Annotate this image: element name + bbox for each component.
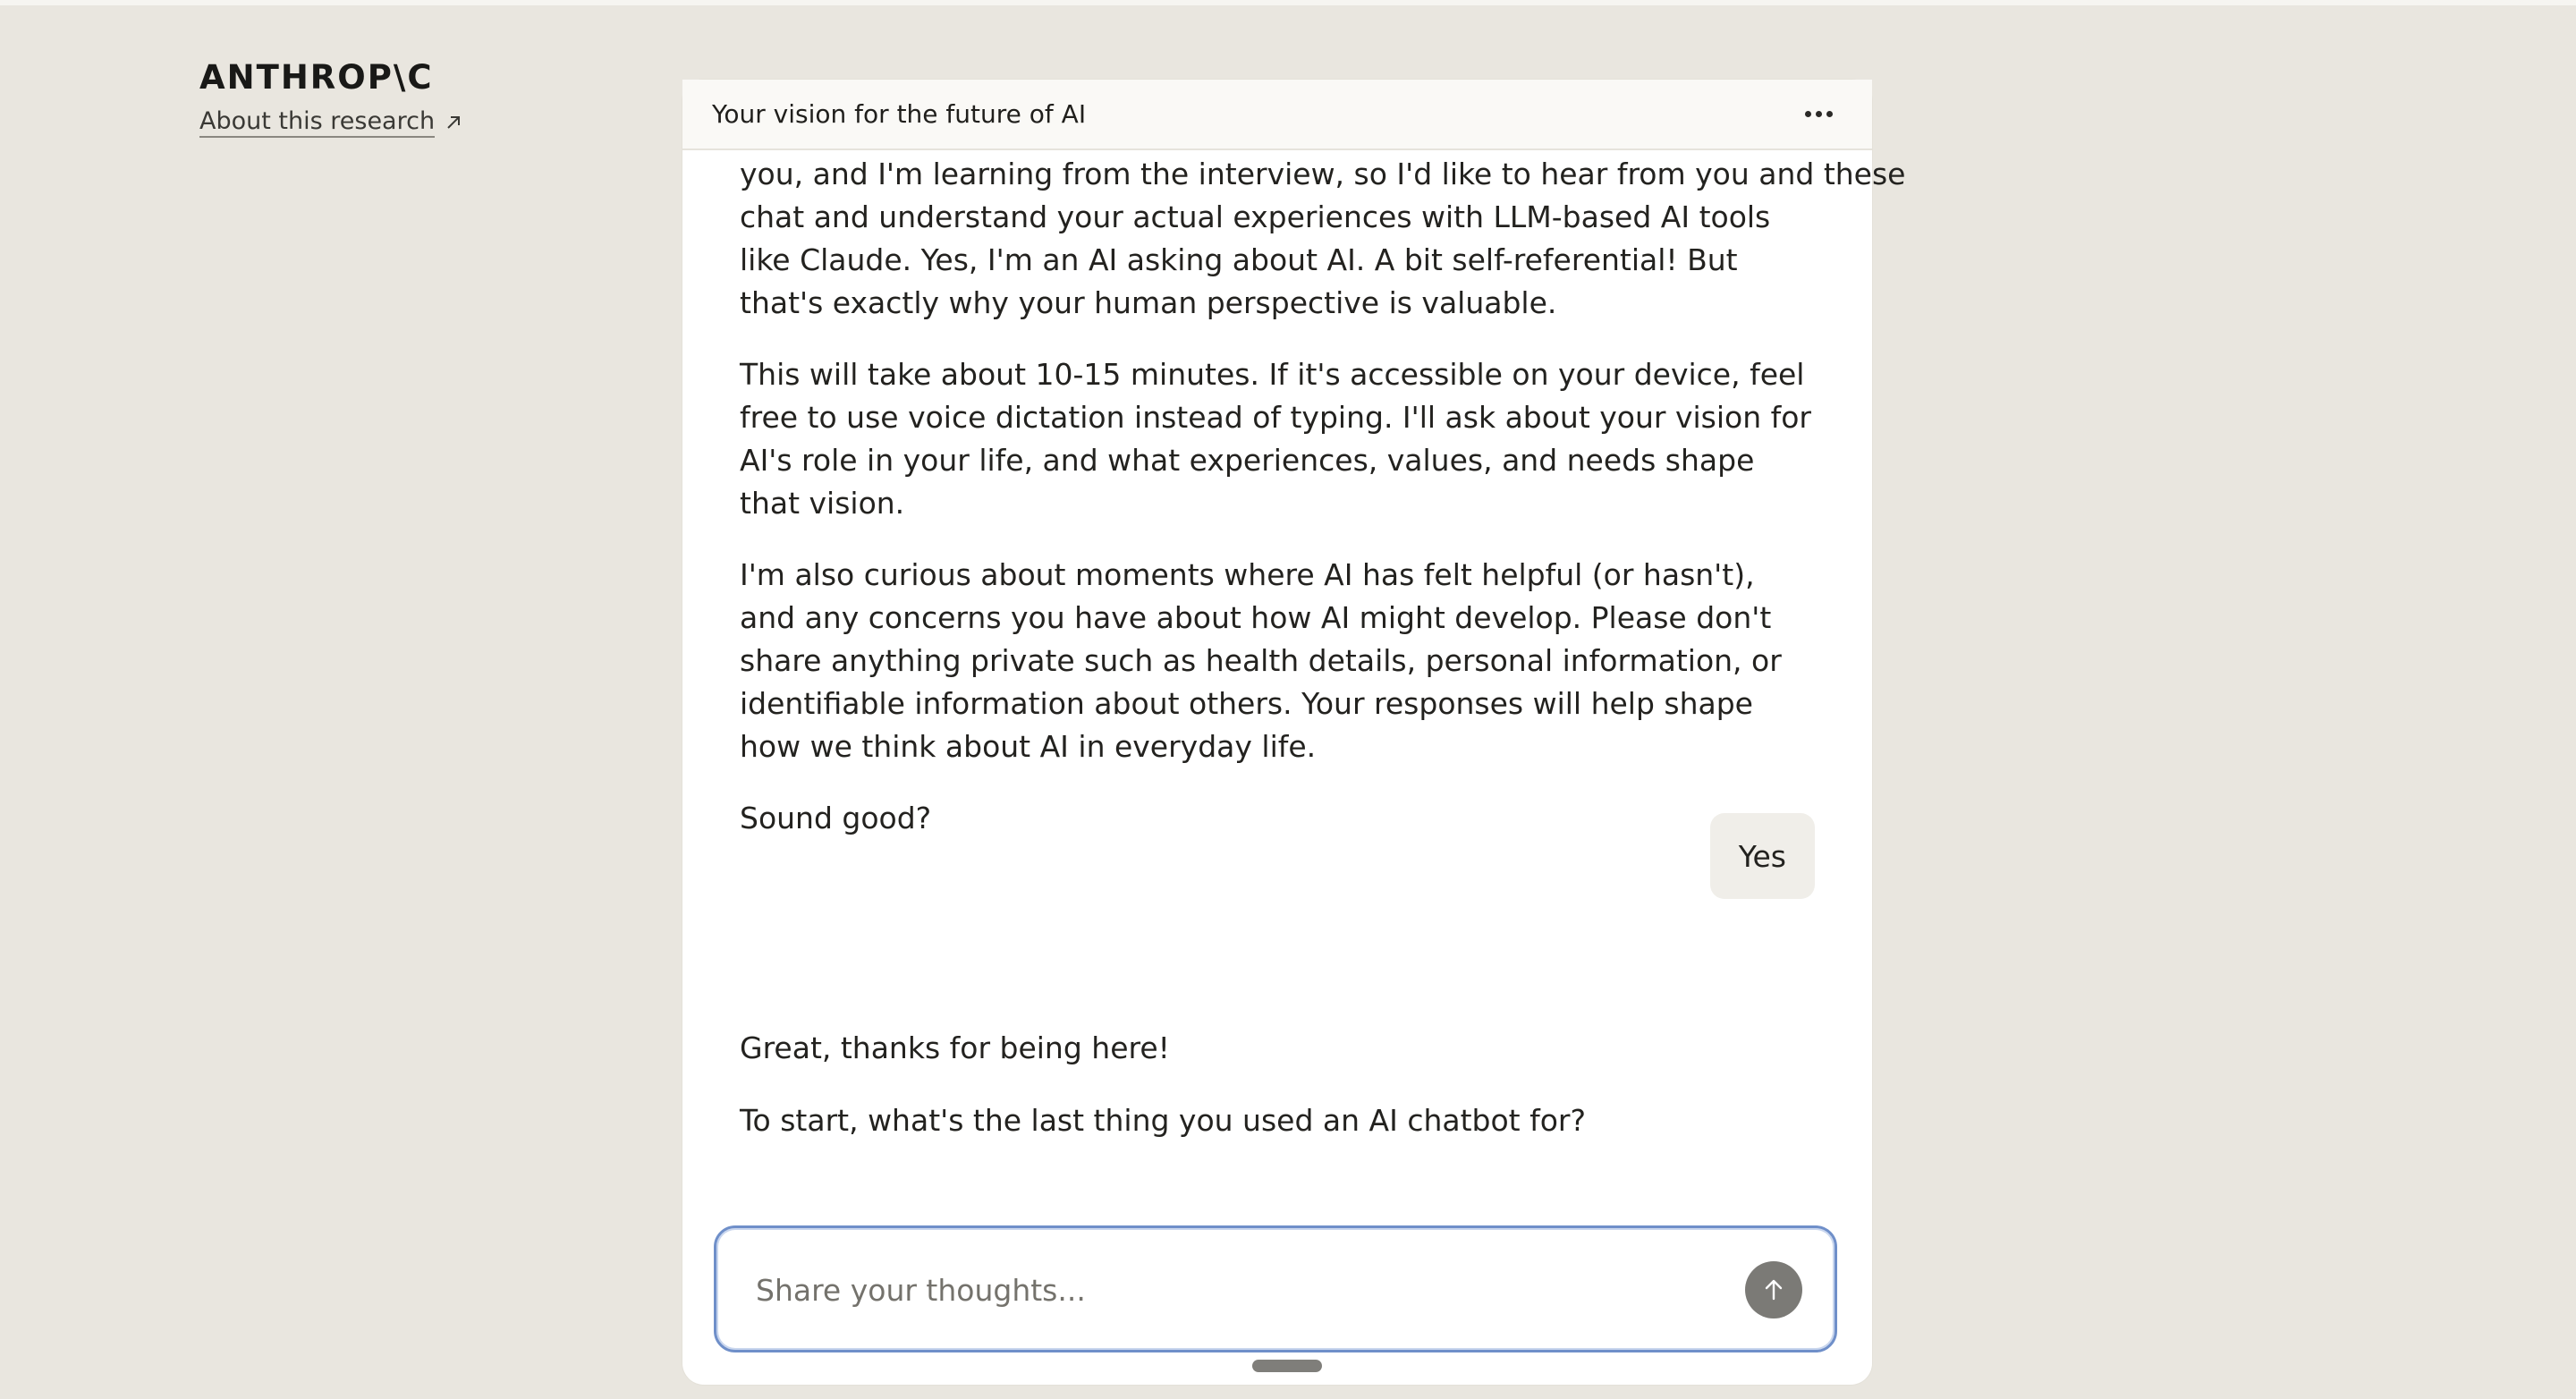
external-link-icon <box>444 113 463 132</box>
top-edge <box>0 0 2576 5</box>
reply-paragraph: To start, what's the last thing you used an AI chatbot for? <box>740 1103 1586 1138</box>
message-paragraph: I'm also curious about moments where AI has felt helpful (or hasn't), and any concerns you have about how AI might develop. Please don't share anything private such as health details, personal information, or identifiable information about others. Your responses will help shape how we think about AI in everyday life. <box>740 557 1782 764</box>
panel-title: Your vision for the future of AI <box>712 99 1087 129</box>
arrow-up-icon <box>1760 1276 1787 1303</box>
about-research-label[interactable]: About this research <box>199 107 435 138</box>
brand-block <box>199 59 463 138</box>
more-dot <box>1826 111 1833 117</box>
send-button[interactable] <box>1745 1261 1802 1318</box>
reply-paragraph: Great, thanks for being here! <box>740 1030 1170 1065</box>
message-input[interactable] <box>754 1264 1652 1316</box>
panel-header <box>682 80 1872 150</box>
message-paragraph: chat and understand your actual experiences with LLM-based AI tools like Claude. Yes, I'm an AI asking about AI. A bit self-referential! But that's exactly why your human perspective is valuable. <box>740 199 1771 320</box>
resize-handle[interactable] <box>1252 1360 1322 1372</box>
message-paragraph: This will take about 10-15 minutes. If it's accessible on your device, feel free to use voice dictation instead of typing. I'll ask about your vision for AI's role in your life, and what experiences, values, and needs shape that vision. <box>740 357 1811 521</box>
assistant-message <box>740 196 1815 869</box>
more-dot <box>1816 111 1822 117</box>
assistant-reply <box>740 1027 1815 1172</box>
more-dot <box>1805 111 1811 117</box>
scrolled-line-text: you, and I'm learning from the interview, so I'd like to hear from you and these <box>740 157 1906 191</box>
more-options-icon[interactable] <box>1798 104 1840 124</box>
composer <box>714 1225 1837 1352</box>
anthropic-logo: ANTHROP\C <box>199 58 434 97</box>
user-bubble: Yes <box>1710 813 1815 899</box>
interview-panel <box>682 80 1906 1385</box>
about-research-link[interactable] <box>199 107 463 138</box>
message-paragraph: Sound good? <box>740 801 932 835</box>
user-message <box>1710 813 1815 899</box>
